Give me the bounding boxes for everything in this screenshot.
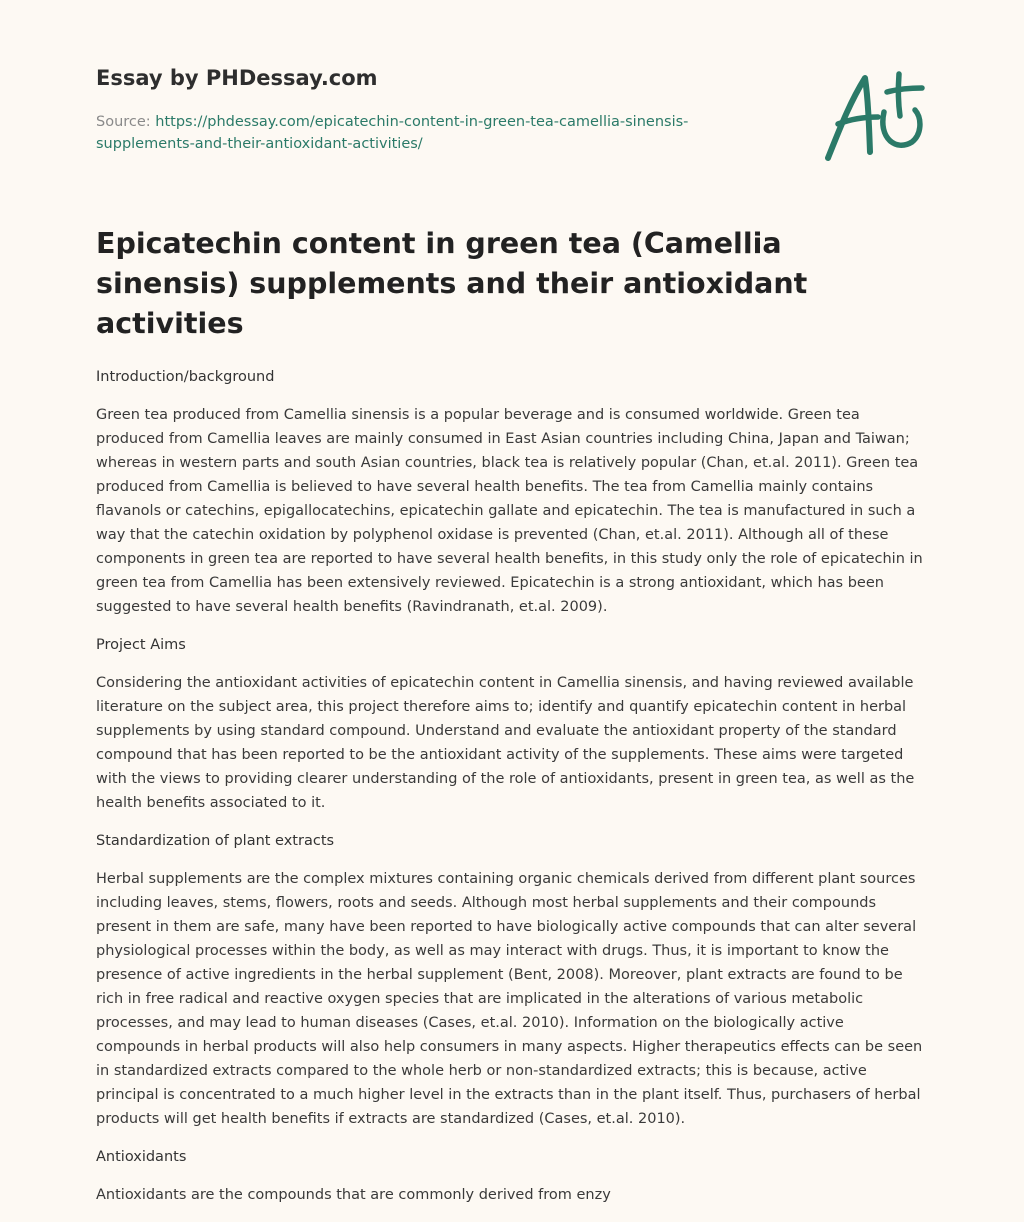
section-heading: Standardization of plant extracts	[96, 833, 335, 849]
article-title: Epicatechin content in green tea (Camellia sinensis) supplements and their antioxidant activities	[96, 227, 808, 340]
section-standardization	[96, 830, 931, 1131]
site-header	[96, 64, 736, 155]
source-link[interactable]	[96, 114, 688, 152]
source-label: Source:	[96, 114, 151, 130]
a-plus-grade-icon	[818, 62, 930, 170]
source-link-line-1: https://phdessay.com/epicatechin-content-in-green-tea-camellia-sinensis-	[155, 114, 689, 130]
section-heading: Introduction/background	[96, 369, 275, 385]
section-introduction	[96, 366, 931, 619]
logo-plus-vertical	[898, 74, 900, 116]
section-antioxidants	[96, 1146, 931, 1207]
section-heading: Antioxidants	[96, 1149, 187, 1165]
source-link-line-2: supplements-and-their-antioxidant-activities/	[96, 136, 423, 152]
article	[96, 224, 931, 1222]
section-body: Antioxidants are the compounds that are commonly derived from enzy	[96, 1187, 611, 1203]
section-body: Considering the antioxidant activities of epicatechin content in Camellia sinensis, and having reviewed available literature on the subject area, this project therefore aims to; identify and quantify epicatechin content in herbal supplements by using standard compound. Understand and evaluate the antioxidant property of the standard compound that has been reported to be the antioxidant activity of the supplements. These aims were targeted with the views to providing clearer understanding of the role of antioxidants, present in green tea, as well as the health benefits associated to it.	[96, 675, 915, 811]
site-brand: Essay by PHDessay.com	[96, 66, 378, 90]
section-heading: Project Aims	[96, 637, 186, 653]
logo-plus-horizontal	[887, 88, 922, 92]
source-line	[96, 111, 736, 155]
section-project-aims	[96, 634, 931, 815]
section-body: Herbal supplements are the complex mixtures containing organic chemicals derived from different plant sources including leaves, stems, flowers, roots and seeds. Although most herbal supplements and their compounds present in them are safe, many have been reported to have biologically active compounds that can alter several physiological processes within the body, as well as may interact with drugs. Thus, it is important to know the presence of active ingredients in the herbal supplement (Bent, 2008). Moreover, plant extracts are found to be rich in free radical and reactive oxygen species that are implicated in the alterations of various metabolic processes, and may lead to human diseases (Cases, et.al. 2010). Information on the biologically active compounds in herbal products will also help consumers in many aspects. Higher therapeutics effects can be seen in standardized extracts compared to the whole herb or non-standardized extracts; this is because, active principal is concentrated to a much higher level in the extracts than in the plant itself. Thus, purchasers of herbal products will get health benefits if extracts are standardized (Cases, et.al. 2010).	[96, 871, 923, 1127]
section-body: Green tea produced from Camellia sinensis is a popular beverage and is consumed worldwide. Green tea produced from Camellia leaves are mainly consumed in East Asian countries including China, Japan and Taiwan; whereas in western parts and south Asian countries, black tea is relatively popular (Chan, et.al. 2011). Green tea produced from Camellia is believed to have several health benefits. The tea from Camellia mainly contains flavanols or catechins, epigallocatechins, epicatechin gallate and epicatechin. The tea is manufactured in such a way that the catechin oxidation by polyphenol oxidase is prevented (Chan, et.al. 2011). Although all of these components in green tea are reported to have several health benefits, in this study only the role of epicatechin in green tea from Camellia has been extensively reviewed. Epicatechin is a strong antioxidant, which has been suggested to have several health benefits (Ravindranath, et.al. 2009).	[96, 407, 923, 615]
